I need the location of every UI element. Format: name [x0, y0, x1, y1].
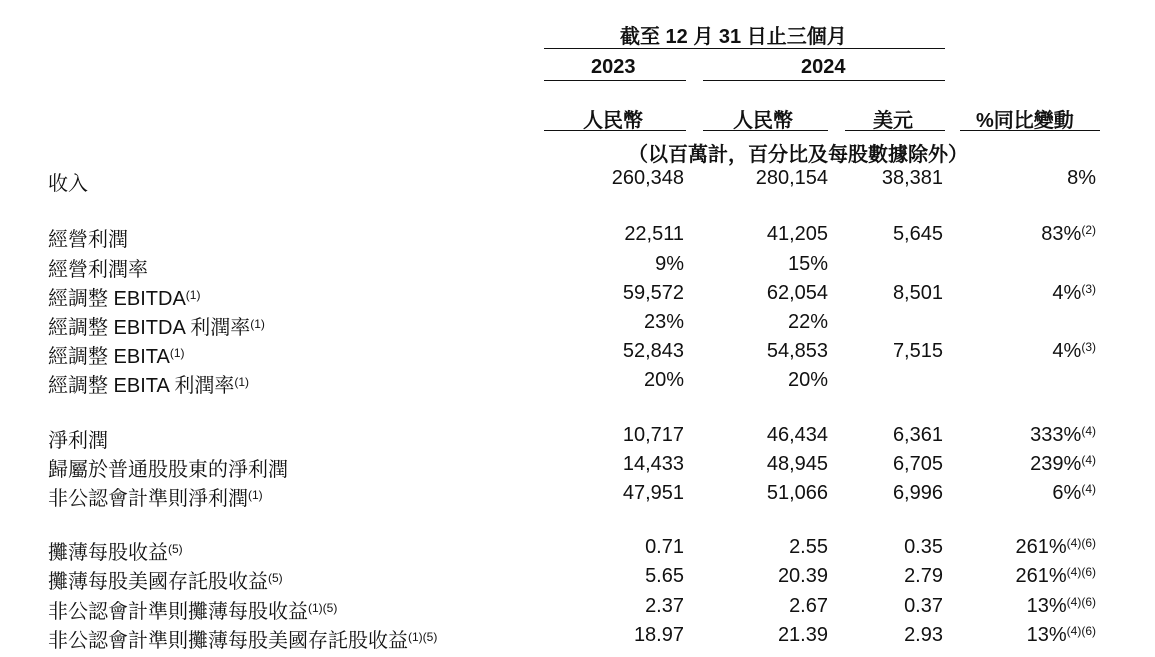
row-label-text: 攤薄每股美國存託股收益 [48, 571, 268, 593]
value-rmb-2023: 23% [643, 311, 684, 333]
footnote-ref: (1) [248, 488, 263, 502]
value-yoy [1016, 565, 1097, 588]
value-yoy [1067, 167, 1096, 190]
value-yoy [1027, 595, 1096, 618]
row-label-text: 非公認會計準則淨利潤 [48, 488, 248, 510]
footnote-ref: (1) [250, 317, 265, 331]
period-header: 截至 12 月 31 日止三個月 [620, 26, 847, 48]
value-usd: 6,705 [892, 453, 943, 475]
value-yoy-text: 13% [1026, 624, 1067, 646]
col-usd-underline [845, 130, 945, 131]
value-yoy-text: 261% [1015, 565, 1067, 587]
value-rmb-2023: 10,717 [622, 424, 684, 446]
value-usd: 0.37 [904, 595, 943, 617]
row-label [48, 369, 249, 398]
year-2023-header: 2023 [591, 56, 636, 78]
col-usd-header: 美元 [873, 110, 913, 132]
footnote-ref: (1) [234, 375, 249, 389]
value-rmb-2023: 20% [643, 369, 684, 391]
value-usd: 38,381 [881, 167, 943, 189]
footnote-ref: (3) [1081, 282, 1096, 296]
value-usd: 0.35 [904, 536, 943, 558]
col-yoy-header: %同比變動 [976, 110, 1074, 132]
value-rmb-2024: 41,205 [766, 223, 828, 245]
row-label-text: 非公認會計準則攤薄每股美國存託股收益 [48, 630, 408, 652]
value-rmb-2023: 9% [655, 253, 684, 275]
value-usd: 8,501 [892, 282, 943, 304]
value-usd: 6,361 [892, 424, 943, 446]
value-yoy-text: 239% [1030, 453, 1082, 475]
col-rmb-2024-header: 人民幣 [733, 110, 793, 132]
year-2023-underline [544, 80, 686, 81]
value-yoy-text: 83% [1041, 223, 1082, 245]
footnote-ref: (2) [1081, 223, 1096, 237]
footnote-ref: (4)(6) [1066, 595, 1096, 609]
value-rmb-2023: 59,572 [622, 282, 684, 304]
row-label-text: 歸屬於普通股股東的淨利潤 [48, 459, 288, 481]
value-rmb-2024: 51,066 [766, 482, 828, 504]
col-yoy-underline [960, 130, 1100, 131]
value-yoy [1016, 536, 1097, 559]
value-rmb-2024: 21.39 [777, 624, 828, 646]
value-rmb-2023: 47,951 [622, 482, 684, 504]
footnote-ref: (4)(6) [1066, 536, 1096, 550]
value-rmb-2024: 48,945 [766, 453, 828, 475]
row-label-text: 經調整 EBITDA [48, 288, 186, 310]
row-label [48, 282, 200, 311]
row-label [48, 167, 88, 196]
footnote-ref: (1) [169, 346, 185, 360]
value-usd: 5,645 [892, 223, 943, 245]
value-usd: 6,996 [892, 482, 943, 504]
footnote-ref: (4) [1081, 482, 1096, 496]
footnote-ref: (1)(5) [408, 630, 438, 644]
footnote-ref: (5) [168, 542, 183, 556]
value-usd: 2.93 [904, 624, 943, 646]
row-label-text: 經調整 EBITA 利潤率 [48, 375, 235, 397]
value-rmb-2023: 22,511 [624, 223, 684, 245]
value-rmb-2024: 280,154 [755, 167, 828, 189]
value-yoy-text: 333% [1030, 424, 1082, 446]
row-label-text: 非公認會計準則攤薄每股收益 [48, 601, 308, 623]
value-yoy [1030, 453, 1096, 476]
row-label [48, 253, 148, 282]
value-usd: 7,515 [892, 340, 943, 362]
value-yoy-text: 13% [1026, 595, 1067, 617]
footnote-ref: (3) [1081, 340, 1096, 354]
col-rmb-2023-header: 人民幣 [583, 110, 643, 132]
footnote-ref: (4) [1081, 424, 1096, 438]
value-rmb-2023: 2.37 [645, 595, 684, 617]
row-label-text: 經調整 EBITDA 利潤率 [48, 317, 251, 339]
row-label [48, 624, 437, 653]
value-yoy [1041, 223, 1096, 246]
row-label [48, 536, 183, 565]
value-rmb-2024: 2.67 [789, 595, 828, 617]
value-rmb-2024: 2.55 [789, 536, 828, 558]
row-label [48, 482, 263, 511]
row-label [48, 595, 337, 624]
value-rmb-2024: 22% [787, 311, 828, 333]
value-yoy [1030, 424, 1096, 447]
row-label [48, 453, 288, 482]
value-yoy-text: 261% [1015, 536, 1067, 558]
value-yoy-text: 4% [1052, 282, 1082, 304]
value-rmb-2023: 5.65 [645, 565, 684, 587]
value-rmb-2024: 54,853 [766, 340, 828, 362]
value-rmb-2023: 14,433 [622, 453, 684, 475]
row-label-text: 攤薄每股收益 [48, 542, 168, 564]
row-label-text: 收入 [48, 173, 88, 195]
value-yoy-text: 4% [1052, 340, 1082, 362]
value-rmb-2024: 20.39 [777, 565, 828, 587]
value-yoy [1052, 340, 1096, 363]
row-label-text: 經營利潤 [48, 229, 128, 251]
value-usd: 2.79 [904, 565, 943, 587]
row-label [48, 424, 108, 453]
value-yoy [1027, 624, 1096, 647]
footnote-ref: (4) [1081, 453, 1096, 467]
value-yoy-text: 8% [1067, 167, 1096, 189]
col-rmb-2023-underline [544, 130, 686, 131]
row-label [48, 340, 185, 369]
value-rmb-2023: 18.97 [633, 624, 684, 646]
row-label-text: 經調整 EBITA [48, 346, 170, 368]
units-note: （以百萬計，百分比及每股數據除外） [628, 144, 968, 166]
value-rmb-2024: 46,434 [766, 424, 828, 446]
period-underline [544, 48, 945, 49]
row-label [48, 565, 283, 594]
value-yoy-text: 6% [1052, 482, 1082, 504]
footnote-ref: (4)(6) [1066, 624, 1096, 638]
year-2024-underline [703, 80, 945, 81]
value-rmb-2024: 20% [787, 369, 828, 391]
value-rmb-2023: 260,348 [611, 167, 684, 189]
value-rmb-2024: 62,054 [766, 282, 828, 304]
footnote-ref: (5) [268, 571, 283, 585]
value-rmb-2023: 0.71 [645, 536, 684, 558]
footnote-ref: (4)(6) [1066, 565, 1096, 579]
row-label [48, 223, 128, 252]
footnote-ref: (1)(5) [308, 601, 338, 615]
row-label [48, 311, 265, 340]
value-rmb-2024: 15% [787, 253, 828, 275]
row-label-text: 淨利潤 [48, 430, 108, 452]
value-rmb-2023: 52,843 [622, 340, 684, 362]
row-label-text: 經營利潤率 [48, 259, 148, 281]
year-2024-header: 2024 [801, 56, 846, 78]
col-rmb-2024-underline [703, 130, 828, 131]
footnote-ref: (1) [185, 288, 201, 302]
value-yoy [1052, 282, 1096, 305]
value-yoy [1052, 482, 1096, 505]
